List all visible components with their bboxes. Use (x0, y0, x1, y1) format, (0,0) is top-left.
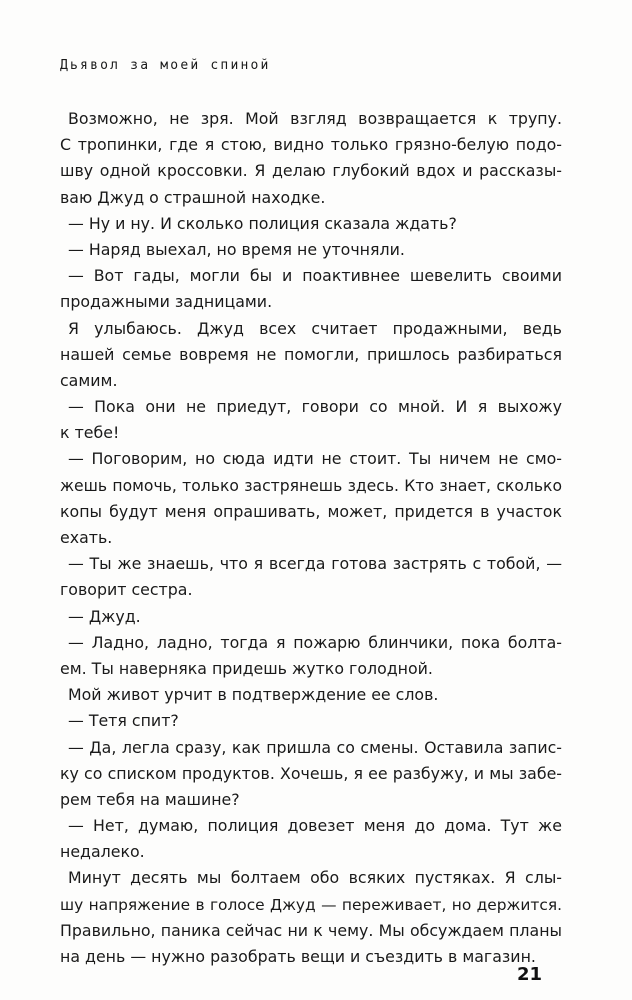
text-line: нашей семье вовремя не помогли, пришлось разбираться (60, 344, 562, 364)
text-line: — Ты же знаешь, что я всегда готова застрять с тобой, — (68, 554, 562, 574)
running-head: Дьявол за моей спиной (60, 58, 271, 73)
text-line: — Ну и ну. И сколько полиция сказала ждать? (68, 213, 457, 233)
text-line: ем. Ты наверняка придешь жутко голодной. (60, 658, 433, 678)
text-line: Мой живот урчит в подтверждение ее слов. (68, 685, 439, 705)
text-line: ехать. (60, 528, 113, 547)
text-line: — Тетя спит? (68, 711, 179, 731)
text-line: продажными задницами. (60, 292, 273, 312)
text-line: — Да, легла сразу, как пришла со смены. Оставила запис- (68, 737, 562, 757)
text-line: самим. (60, 370, 118, 390)
text-line: ваю Джуд о страшной находке. (60, 187, 326, 207)
text-line: Возможно, не зря. Мой взгляд возвращается к трупу. (68, 109, 562, 128)
text-line: — Наряд выехал, но время не уточняли. (68, 239, 405, 259)
text-line: Я улыбаюсь. Джуд всех считает продажными, ведь (68, 318, 562, 338)
text-line: — Ладно, ладно, тогда я пожарю блинчики, пока болта- (68, 632, 562, 652)
text-line: — Джуд. (68, 606, 141, 626)
text-line: рем тебя на машине? (60, 789, 240, 809)
text-line: — Нет, думаю, полиция довезет меня до дома. Тут же (68, 816, 562, 836)
text-line: Минут десять мы болтаем обо всяких пустяках. Я слы- (68, 868, 562, 888)
text-line: шу напряжение в голосе Джуд — переживает, но держится. (60, 895, 562, 914)
text-line: — Поговорим, но сюда идти не стоит. Ты ничем не смо- (68, 449, 562, 469)
text-line: к тебе! (60, 423, 120, 443)
text-line: — Вот гады, могли бы и поактивнее шевелить своими (68, 266, 562, 286)
text-line: шву одной кроссовки. Я делаю глубокий вдох и рассказы- (60, 161, 562, 181)
text-line: ку со списком продуктов. Хочешь, я ее разбужу, и мы забе- (60, 763, 562, 783)
text-line: жешь помочь, только застрянешь здесь. Кто знает, сколько (60, 476, 562, 495)
body-text (60, 106, 562, 970)
text-line: копы будут меня опрашивать, может, придется в участок (60, 501, 562, 521)
text-line: на день — нужно разобрать вещи и съездить в магазин. (60, 947, 536, 966)
text-line: С тропинки, где я стою, видно только грязно-белую подо- (60, 135, 562, 155)
text-line: говорит сестра. (60, 580, 193, 600)
text-line: — Пока они не приедут, говори со мной. И я выхожу (68, 397, 562, 417)
text-line: Правильно, паника сейчас ни к чему. Мы обсуждаем планы (60, 920, 562, 940)
text-line: недалеко. (60, 842, 145, 862)
page-number: 21 (516, 964, 542, 985)
